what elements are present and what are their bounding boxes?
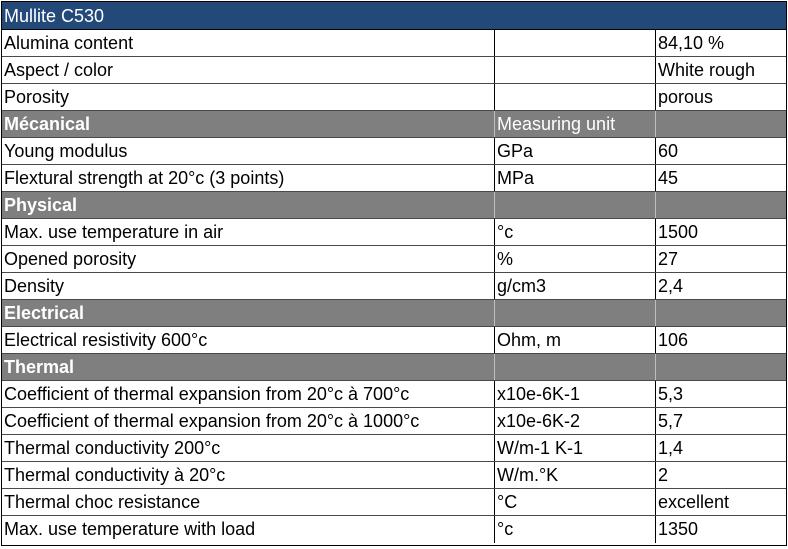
table-row — [2, 381, 786, 408]
property-label: Thermal choc resistance — [4, 492, 201, 512]
section-blank-cell — [655, 354, 786, 380]
section-blank-cell — [655, 111, 786, 137]
unit-cell: Ohm, m — [494, 327, 655, 353]
unit-cell: x10e-6K-1 — [494, 381, 655, 407]
table-row — [2, 246, 786, 273]
section-header-row — [2, 192, 786, 219]
unit-cell: W/m-1 K-1 — [494, 435, 655, 461]
table-row — [2, 138, 786, 165]
value-cell: 27 — [655, 246, 786, 272]
property-label: Flextural strength at 20°c (3 points) — [4, 168, 285, 188]
unit-cell: MPa — [494, 165, 655, 191]
property-label: Thermal conductivity 200°c — [4, 438, 221, 458]
unit-cell: x10e-6K-2 — [494, 408, 655, 434]
value-cell: 106 — [655, 327, 786, 353]
value-cell: 45 — [655, 165, 786, 191]
value-cell: 1,4 — [655, 435, 786, 461]
property-label: Thermal conductivity à 20°c — [4, 465, 226, 485]
table-row — [2, 165, 786, 192]
unit-cell: °c — [494, 219, 655, 245]
table-row — [2, 273, 786, 300]
property-label: Alumina content — [4, 33, 134, 53]
value-cell: 2 — [655, 462, 786, 488]
table-row — [2, 435, 786, 462]
unit-cell: °c — [494, 516, 655, 543]
value-cell: porous — [655, 84, 786, 110]
property-label: Young modulus — [4, 141, 128, 161]
unit-cell: W/m.°K — [494, 462, 655, 488]
property-label: Coefficient of thermal expansion from 20°c à 700°c — [4, 384, 410, 404]
unit-cell: % — [494, 246, 655, 272]
table-row — [2, 516, 786, 543]
property-label: Aspect / color — [4, 60, 114, 80]
value-cell: 1350 — [655, 516, 786, 543]
unit-cell: GPa — [494, 138, 655, 164]
value-cell: 84,10 % — [655, 30, 786, 56]
section-header-row — [2, 111, 786, 138]
table-row — [2, 219, 786, 246]
unit-cell — [494, 84, 655, 110]
unit-cell: g/cm3 — [494, 273, 655, 299]
table-row — [2, 489, 786, 516]
spec-table — [1, 1, 787, 546]
section-blank-cell — [655, 192, 786, 218]
section-header-row — [2, 300, 786, 327]
unit-column-header: Measuring unit — [494, 111, 655, 137]
unit-cell — [494, 30, 655, 56]
property-label: Density — [4, 276, 65, 296]
value-cell: 1500 — [655, 219, 786, 245]
section-title: Electrical — [4, 303, 85, 323]
table-row — [2, 30, 786, 57]
section-header-row — [2, 354, 786, 381]
unit-cell — [494, 57, 655, 83]
property-label: Coefficient of thermal expansion from 20°c à 1000°c — [4, 411, 420, 431]
value-cell: 5,7 — [655, 408, 786, 434]
unit-cell: °C — [494, 489, 655, 515]
value-cell: 60 — [655, 138, 786, 164]
property-label: Max. use temperature with load — [4, 519, 256, 539]
property-label: Porosity — [4, 87, 70, 107]
unit-column-header — [494, 354, 655, 380]
table-row — [2, 408, 786, 435]
value-cell: White rough — [655, 57, 786, 83]
section-title: Physical — [4, 195, 78, 215]
table-title: Mullite C530 — [2, 2, 786, 30]
value-cell: excellent — [655, 489, 786, 515]
property-label: Electrical resistivity 600°c — [4, 330, 208, 350]
section-title: Thermal — [4, 357, 75, 377]
table-row — [2, 84, 786, 111]
table-row — [2, 327, 786, 354]
table-body — [2, 30, 786, 543]
section-blank-cell — [655, 300, 786, 326]
unit-column-header — [494, 192, 655, 218]
section-title: Mécanical — [4, 114, 91, 134]
table-row — [2, 57, 786, 84]
unit-column-header — [494, 300, 655, 326]
table-row — [2, 462, 786, 489]
property-label: Max. use temperature in air — [4, 222, 224, 242]
value-cell: 5,3 — [655, 381, 786, 407]
value-cell: 2,4 — [655, 273, 786, 299]
property-label: Opened porosity — [4, 249, 137, 269]
